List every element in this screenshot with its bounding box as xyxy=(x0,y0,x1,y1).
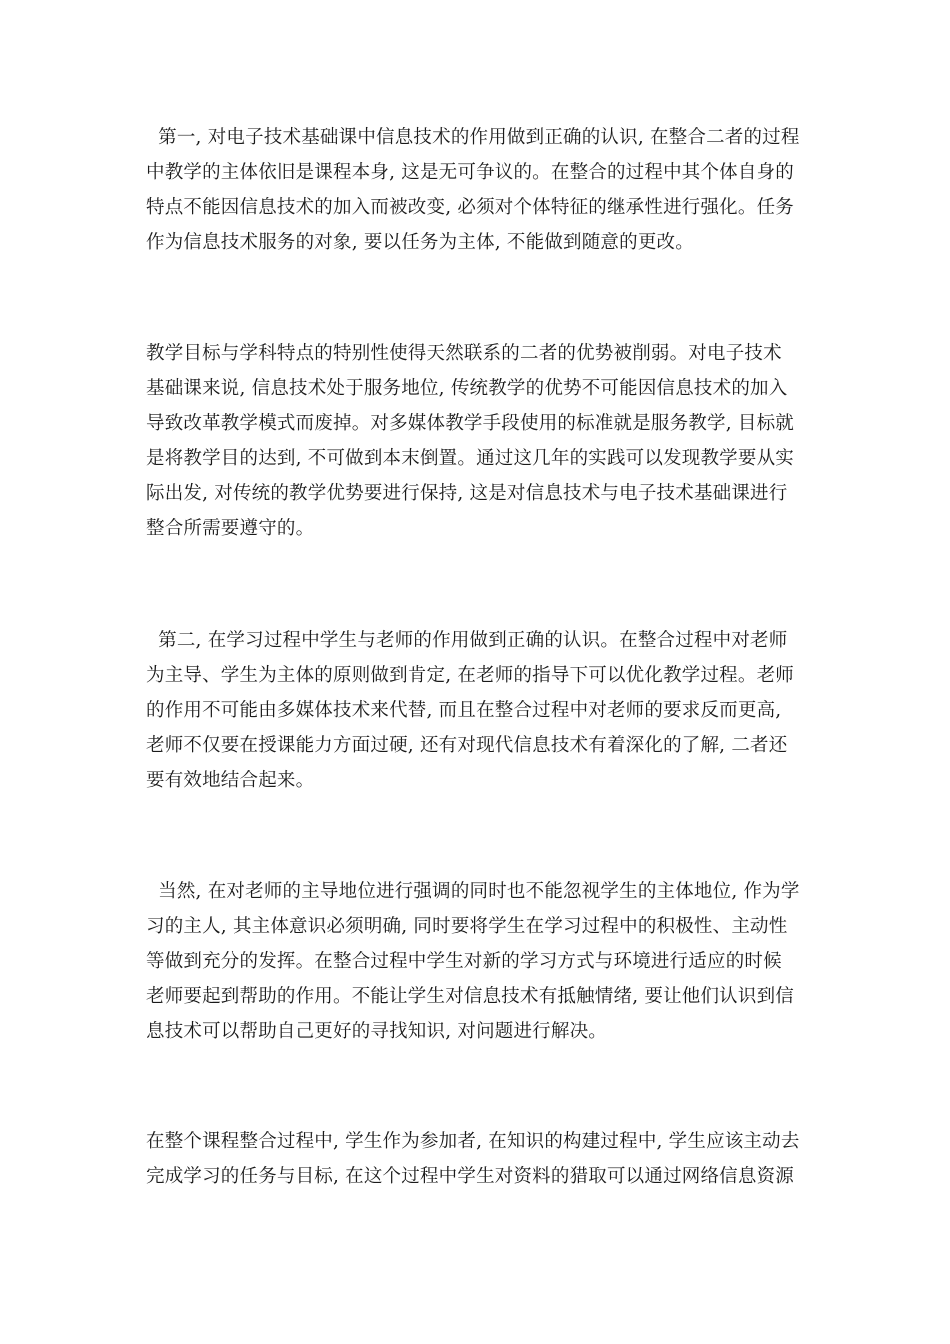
text-line: 特点不能因信息技术的加入而被改变, 必须对个体特征的继承性进行强化。任务 xyxy=(146,197,794,218)
paragraph-3 xyxy=(146,623,806,798)
text-line: 完成学习的任务与目标, 在这个过程中学生对资料的猎取可以通过网络信息资源 xyxy=(146,1166,794,1187)
text-line: 教学目标与学科特点的特别性使得天然联系的二者的优势被削弱。对电子技术 xyxy=(146,343,782,364)
text-line: 老师不仅要在授课能力方面过硬, 还有对现代信息技术有着深化的了解, 二者还 xyxy=(146,735,788,756)
text-line: 老师要起到帮助的作用。不能让学生对信息技术有抵触情绪, 要让他们认识到信 xyxy=(146,986,794,1007)
text-line: 整合所需要遵守的。 xyxy=(146,518,315,539)
text-line: 要有效地结合起来。 xyxy=(146,770,315,791)
text-line: 际出发, 对传统的教学优势要进行保持, 这是对信息技术与电子技术基础课进行 xyxy=(146,483,788,504)
text-line: 作为信息技术服务的对象, 要以任务为主体, 不能做到随意的更改。 xyxy=(146,232,694,253)
text-line: 等做到充分的发挥。在整合过程中学生对新的学习方式与环境进行适应的时候 xyxy=(146,951,782,972)
text-line: 为主导、学生为主体的原则做到肯定, 在老师的指导下可以优化教学过程。老师 xyxy=(146,665,794,686)
text-line: 习的主人, 其主体意识必须明确, 同时要将学生在学习过程中的积极性、主动性 xyxy=(146,916,788,937)
paragraph-5 xyxy=(146,1124,806,1194)
paragraph-4 xyxy=(146,874,806,1049)
text-line: 导致改革教学模式而废掉。对多媒体教学手段使用的标准就是服务教学, 目标就 xyxy=(146,413,794,434)
text-line: 息技术可以帮助自己更好的寻找知识, 对问题进行解决。 xyxy=(146,1021,607,1042)
text-line: 基础课来说, 信息技术处于服务地位, 传统教学的优势不可能因信息技术的加入 xyxy=(146,378,788,399)
text-line: 中教学的主体依旧是课程本身, 这是无可争议的。在整合的过程中其个体自身的 xyxy=(146,162,794,183)
text-line: 第一, 对电子技术基础课中信息技术的作用做到正确的认识, 在整合二者的过程 xyxy=(146,127,800,148)
text-line: 的作用不可能由多媒体技术来代替, 而且在整合过程中对老师的要求反而更高, xyxy=(146,700,782,721)
text-line: 是将教学目的达到, 不可做到本末倒置。通过这几年的实践可以发现教学要从实 xyxy=(146,448,794,469)
text-line: 第二, 在学习过程中学生与老师的作用做到正确的认识。在整合过程中对老师 xyxy=(146,630,788,651)
paragraph-1 xyxy=(146,120,806,260)
paragraph-2 xyxy=(146,336,806,546)
text-line: 在整个课程整合过程中, 学生作为参加者, 在知识的构建过程中, 学生应该主动去 xyxy=(146,1131,800,1152)
text-line: 当然, 在对老师的主导地位进行强调的同时也不能忽视学生的主体地位, 作为学 xyxy=(146,881,800,902)
